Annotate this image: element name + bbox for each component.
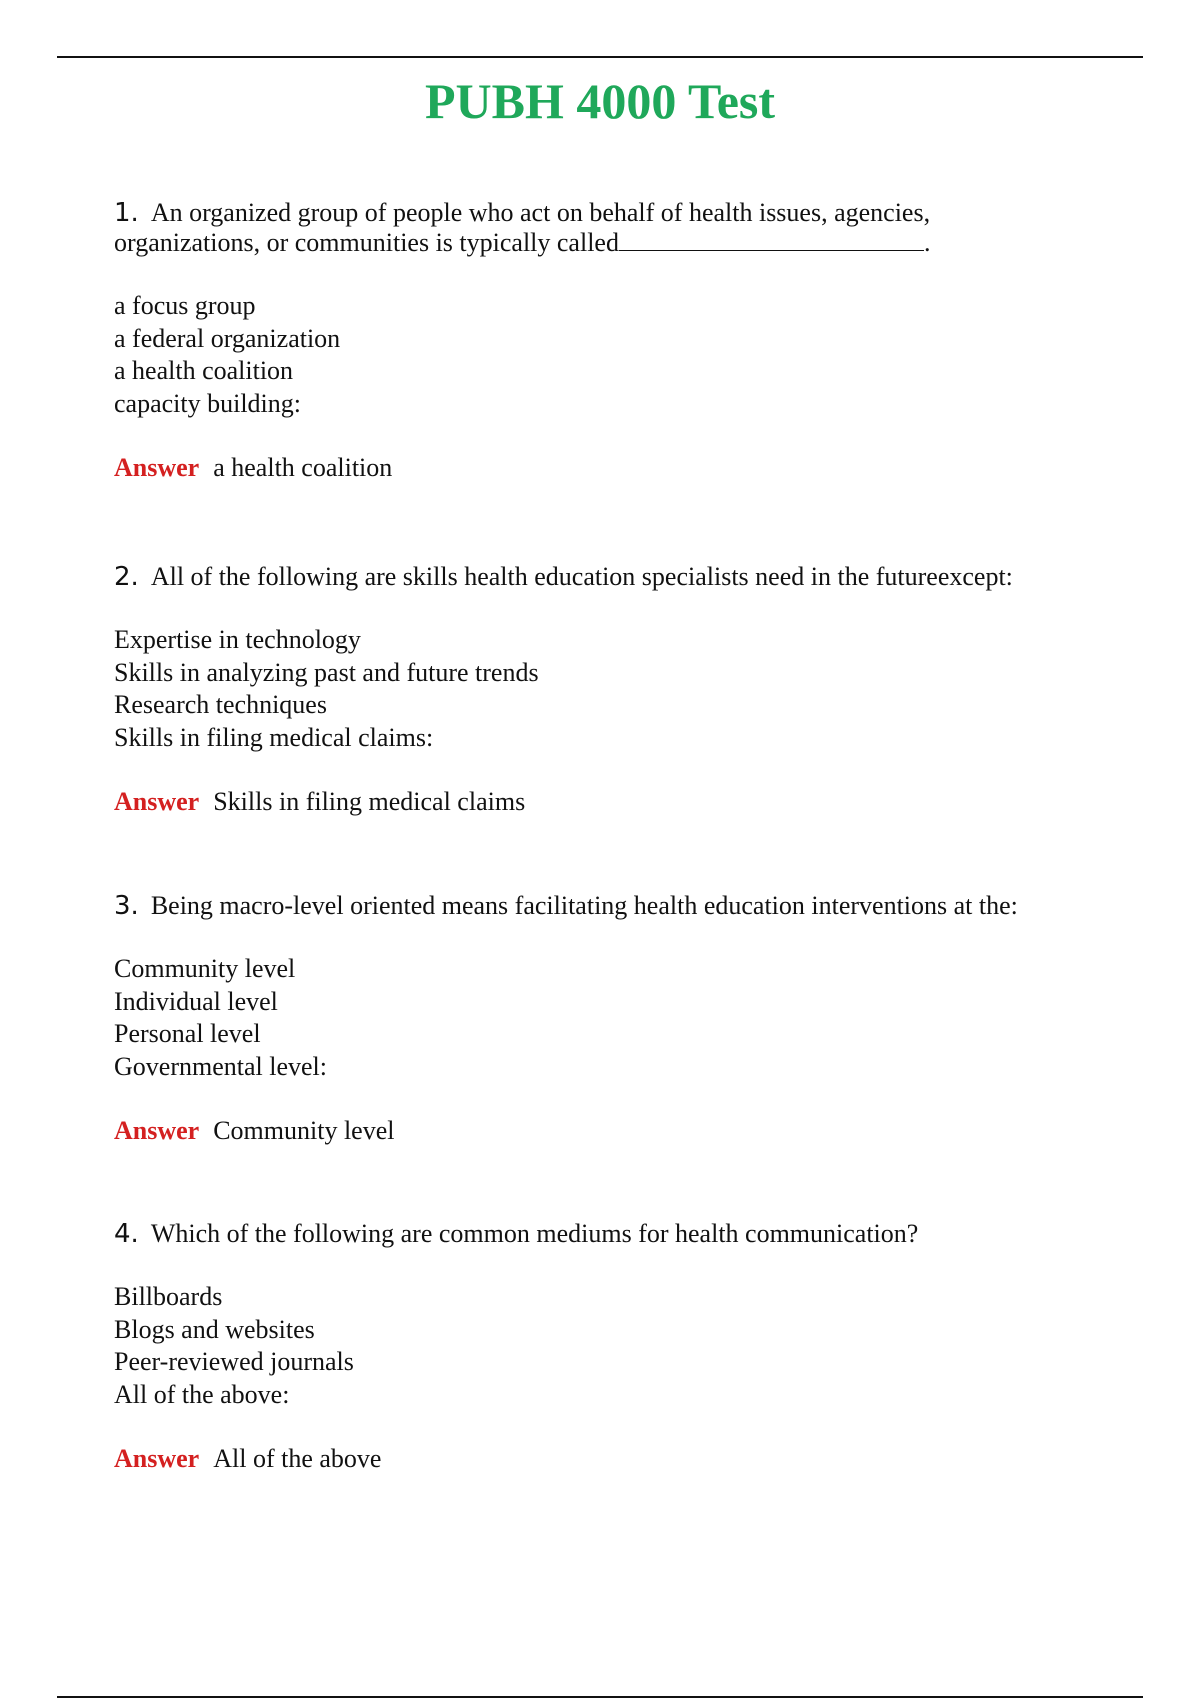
question-number: 4. bbox=[114, 1219, 139, 1249]
question-number: 3. bbox=[114, 891, 139, 921]
answer-label: Answer bbox=[114, 1444, 200, 1473]
question-text-line-2: organizations, or communities is typically called bbox=[114, 228, 619, 257]
option-item: Personal level bbox=[114, 1019, 261, 1048]
option-item: Individual level bbox=[114, 986, 278, 1016]
question-text bbox=[114, 1219, 1104, 1249]
option-item: Skills in filing medical claims: bbox=[114, 722, 434, 752]
option-list bbox=[114, 624, 1104, 754]
question-line bbox=[114, 1219, 1104, 1249]
question-text bbox=[114, 198, 1104, 258]
option-item: a health coalition bbox=[114, 356, 294, 385]
option-item: Peer-reviewed journals bbox=[114, 1347, 354, 1376]
question-number: 2. bbox=[114, 562, 139, 592]
option-item: Billboards bbox=[114, 1282, 223, 1311]
answer-text: All of the above bbox=[213, 1444, 382, 1473]
answer-text: a health coalition bbox=[213, 453, 393, 482]
answer-line bbox=[114, 1443, 1104, 1475]
option-list bbox=[114, 953, 1104, 1083]
answer-text: Community level bbox=[213, 1116, 395, 1145]
answer-line bbox=[114, 1115, 1104, 1147]
option-item: a federal organization bbox=[114, 323, 341, 353]
question-4 bbox=[114, 1219, 1104, 1475]
question-text-line-1: An organized group of people who act on behalf of health issues, agencies, bbox=[150, 198, 931, 227]
question-text-body: All of the following are skills health education specialists need in the futureexcept: bbox=[150, 562, 1013, 591]
top-rule bbox=[57, 56, 1143, 58]
option-item: Community level bbox=[114, 954, 296, 983]
question-2 bbox=[114, 562, 1104, 818]
answer-label: Answer bbox=[114, 787, 200, 816]
option-item: Governmental level: bbox=[114, 1051, 327, 1081]
option-item: Skills in analyzing past and future trends bbox=[114, 657, 539, 687]
option-item: Blogs and websites bbox=[114, 1314, 315, 1344]
bottom-rule bbox=[57, 1696, 1143, 1698]
page-title: PUBH 4000 Test bbox=[424, 73, 776, 129]
answer-line bbox=[114, 786, 1104, 818]
question-line bbox=[114, 228, 1104, 258]
answer-label: Answer bbox=[114, 1116, 200, 1145]
option-item: Expertise in technology bbox=[114, 625, 361, 654]
option-item: a focus group bbox=[114, 291, 256, 320]
question-line bbox=[114, 891, 1104, 921]
option-list bbox=[114, 290, 1104, 420]
question-line bbox=[114, 198, 1104, 228]
option-item: Research techniques bbox=[114, 690, 327, 719]
question-text-body: Which of the following are common mediums for health communication? bbox=[150, 1219, 919, 1248]
answer-line bbox=[114, 452, 1104, 484]
question-number: 1. bbox=[114, 198, 139, 228]
question-1 bbox=[114, 198, 1104, 484]
question-line bbox=[114, 562, 1104, 592]
fill-in-blank bbox=[619, 228, 924, 251]
answer-label: Answer bbox=[114, 453, 200, 482]
question-text bbox=[114, 891, 1104, 921]
answer-text: Skills in filing medical claims bbox=[213, 787, 526, 816]
question-3 bbox=[114, 891, 1104, 1147]
question-text-body: Being macro-level oriented means facilitating health education interventions at the: bbox=[150, 891, 1018, 920]
question-text bbox=[114, 562, 1104, 592]
question-text-suffix: . bbox=[923, 228, 931, 257]
option-item: All of the above: bbox=[114, 1379, 290, 1409]
option-item: capacity building: bbox=[114, 388, 302, 418]
option-list bbox=[114, 1281, 1104, 1411]
